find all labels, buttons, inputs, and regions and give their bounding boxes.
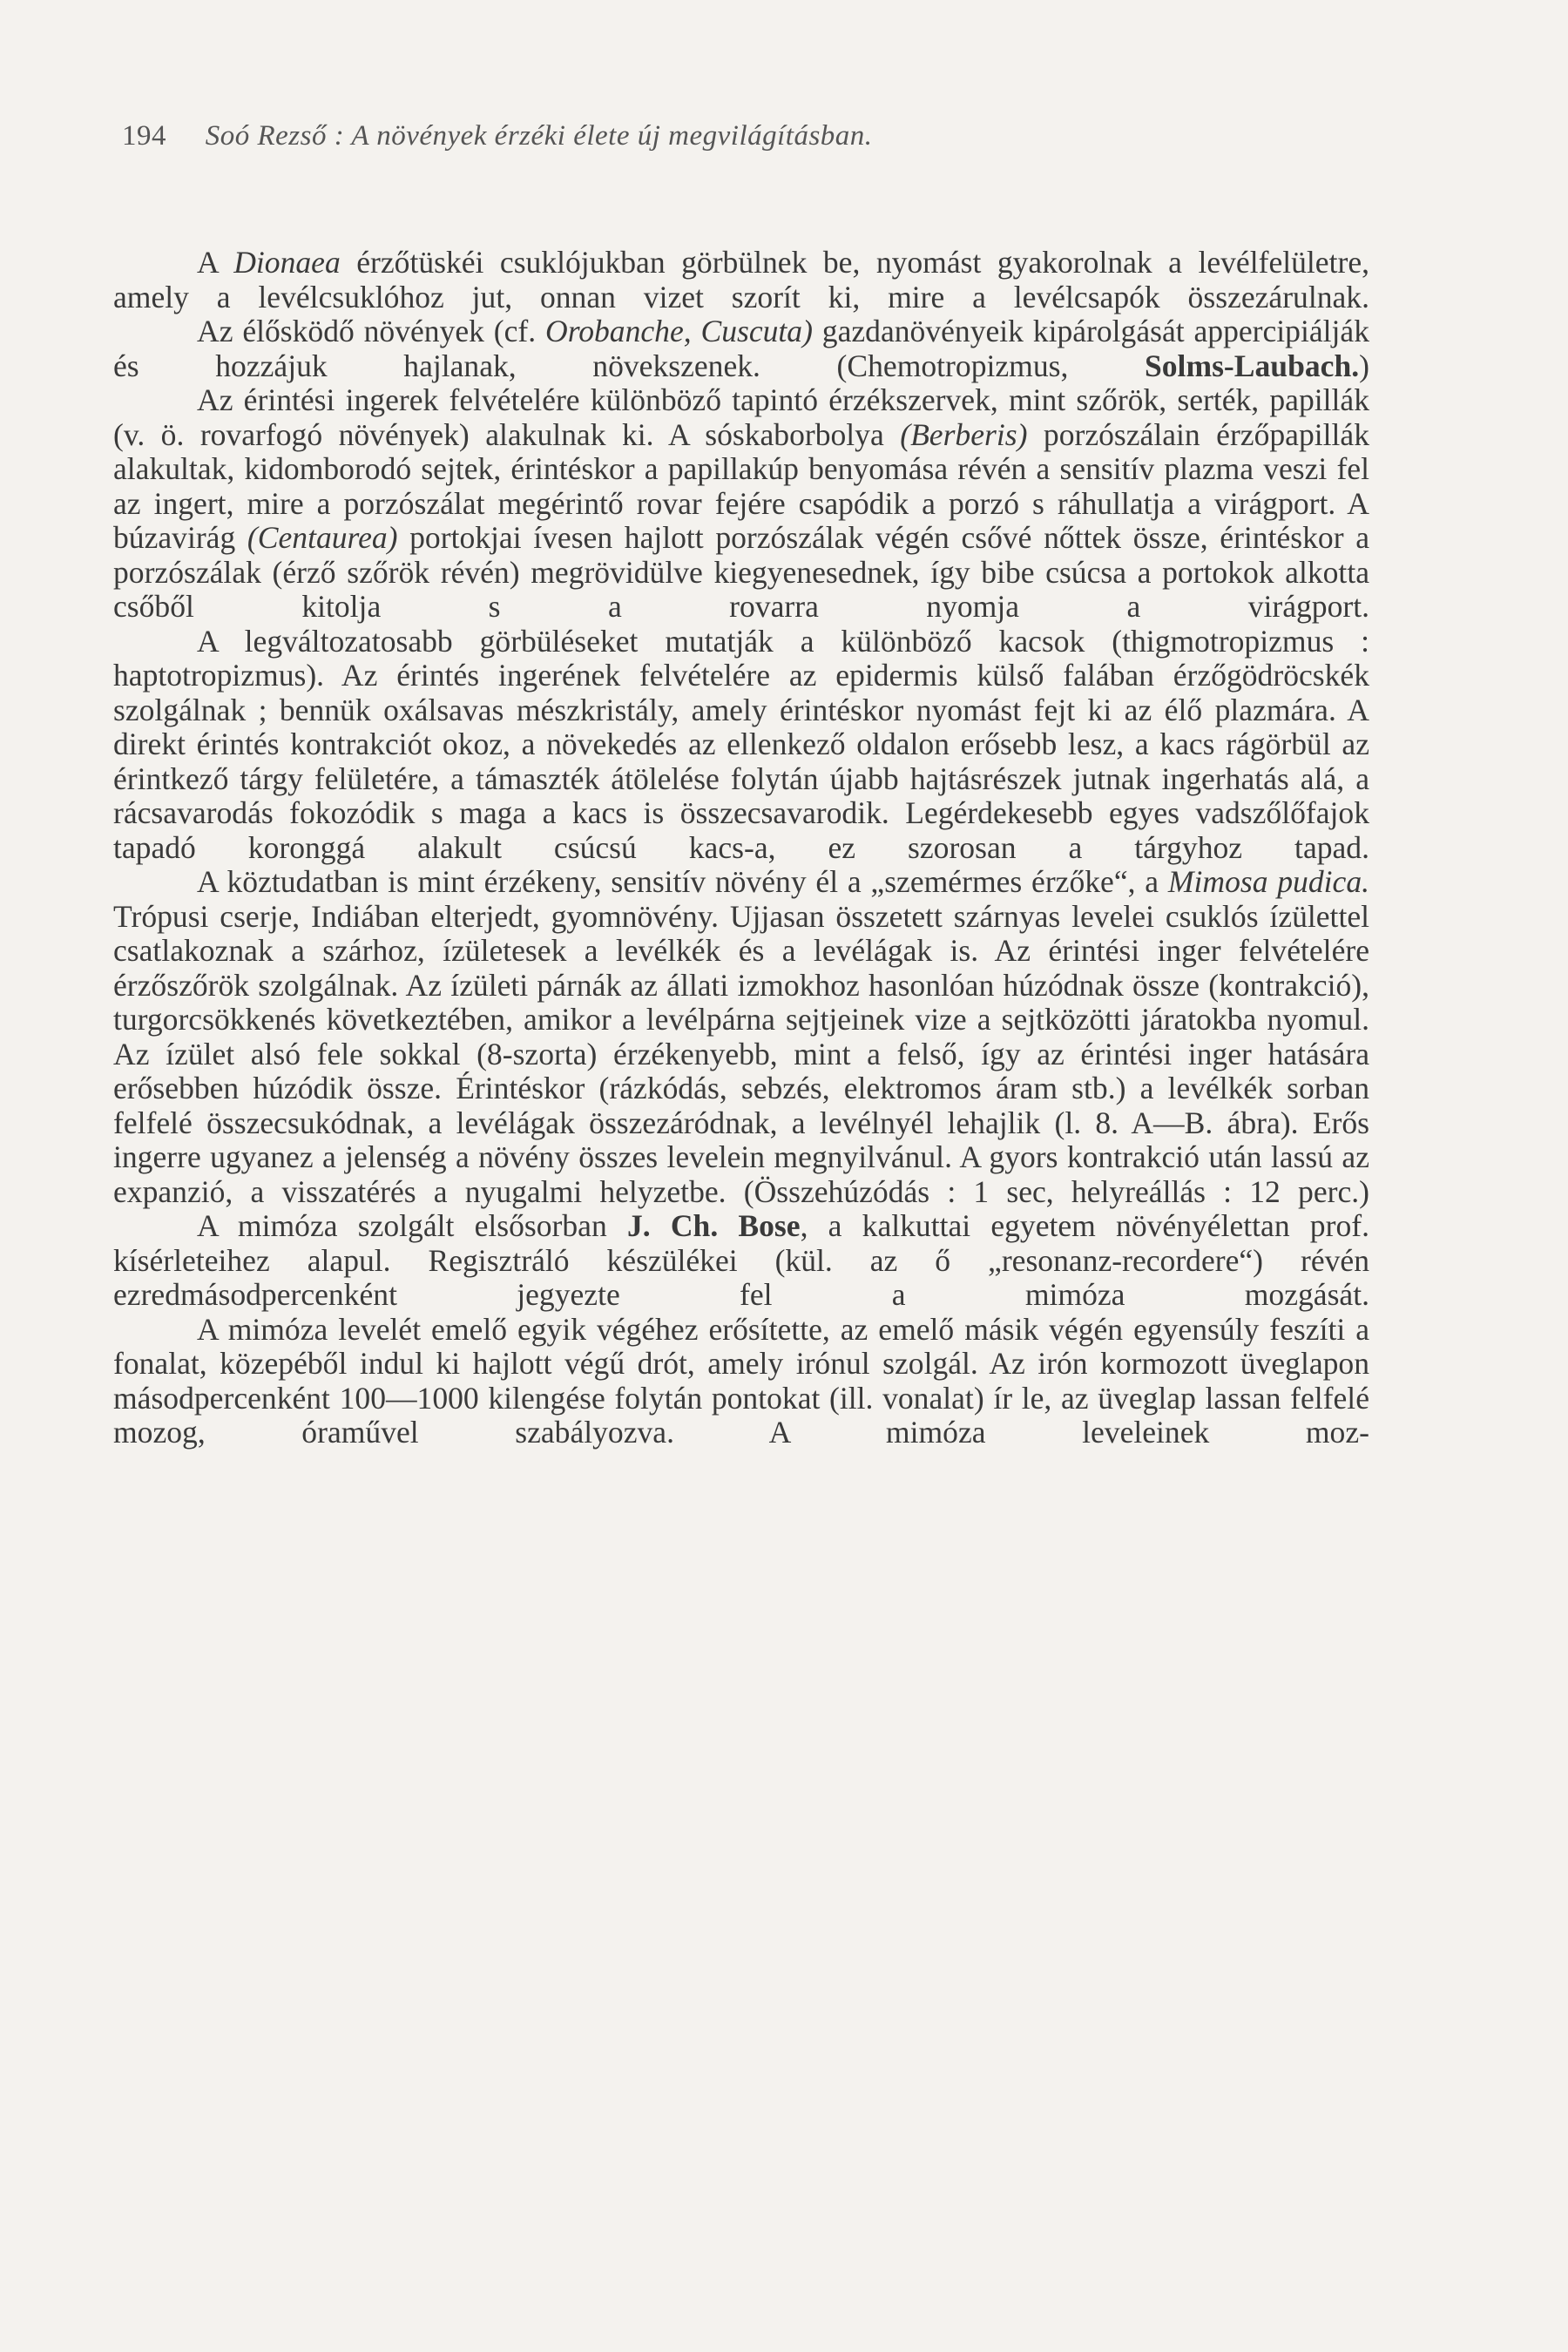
paragraph-parasites: Az élősködő növények (cf. Orobanche, Cuscuta) gazdanövényeik kipárolgását appercipiálják és hozzájuk hajlanak, növekszenek. (Chemotropizmus, Solms-Laubach.): [113, 314, 1369, 383]
paragraph-bose: A mimóza szolgált elsősorban J. Ch. Bose, a kalkuttai egyetem növényélettan prof. kísérleteihez alapul. Regisztráló készülékei (kül. az ő „resonanz-recordere“) révén ezredmásodpercenként jegyezte fel a mimóza mozgását.: [113, 1208, 1369, 1312]
body-text: [113, 246, 1369, 1450]
running-header: [122, 120, 873, 152]
paragraph-dionaea: A Dionaea érzőtüskéi csuklójukban görbülnek be, nyomást gyakorolnak a levélfelületre, amely a levélcsuklóhoz jut, onnan vizet szorít ki, mire a levélcsapók összezárulnak.: [113, 245, 1369, 314]
paragraph-tendrils: A legváltozatosabb görbüléseket mutatják a különböző kacsok (thigmotropizmus : haptotropizmus). Az érintés ingerének felvételére az epidermis külső falában érzőgödröcskék szolgálnak ; bennük oxálsavas mészkristály, amely érintéskor nyomást fejt ki az élő plazmára. A direkt érintés kontrakciót okoz, a növekedés az ellenkező oldalon erősebb lesz, a kacs rágörbül az érintkező tárgy felületére, a támaszték átölelése folytán újabb hajtásrészek jutnak ingerhatás alá, a rácsavarodás fokozódik s maga a kacs is összecsavarodik. Legérdekesebb egyes vadszőlőfajok tapadó koronggá alakult csúcsú kacs-a, ez szorosan a tárgyhoz tapad.: [113, 623, 1369, 865]
running-title: Soó Rezső : A növények érzéki élete új megvilágításban.: [205, 120, 873, 152]
paragraph-touch-organs: Az érintési ingerek felvételére különböző tapintó érzékszervek, mint szőrök, serték, papillák (v. ö. rovarfogó növények) alakulnak ki. A sóskaborbolya (Berberis) porzószálain érzőpapillák alakultak, kidomborodó sejtek, érintéskor a papillakúp benyomása révén a sensitív plazma veszi fel az ingert, mire a porzószálat megérintő rovar fejére csapódik a porzó s ráhullatja a virágport. A búzavirág (Centaurea) portokjai ívesen hajlott porzószálak végén csővé nőttek össze, érintéskor a porzószálak (érző szőrök révén) megrövidülve kiegyenesednek, így bibe csúcsa a portokok alkotta csőből kitolja s a rovarra nyomja a virágport.: [113, 382, 1369, 624]
paragraph-mimosa: A köztudatban is mint érzékeny, sensitív növény él a „szemérmes érzőke“, a Mimosa pudica. Trópusi cserje, Indiában elterjedt, gyomnövény. Ujjasan összetett szárnyas levelei csuklós ízülettel csatlakoznak a szárhoz, ízületesek a levélkék és a levélágak is. Az érintési inger felvételére érzőszőrök szolgálnak. Az ízületi párnák az állati izmokhoz hasonlóan húzódnak össze (kontrakció), turgorcsökkenés következtében, amikor a levélpárna sejtjeinek vize a sejtközötti járatokba nyomul. Az ízület alsó fele sokkal (8-szorta) érzékenyebb, mint a felső, így az érintési inger hatására erősebben húzódik össze. Érintéskor (rázkódás, sebzés, elektromos áram stb.) a levélkék sorban felfelé összecsukódnak, a levélágak összezáródnak, a levélnyél lehajlik (l. 8. A—B. ábra). Erős ingerre ugyanez a jelenség a növény összes levelein megnyilvánul. A gyors kontrakció után lassú az expanzió, a visszatérés a nyugalmi helyzetbe. (Összehúzódás : 1 sec, helyreállás : 12 perc.): [113, 864, 1369, 1209]
paragraph-apparatus: A mimóza levelét emelő egyik végéhez erősítette, az emelő másik végén egyensúly feszíti a fonalat, közepéből indul ki hajlott végű drót, amely irónul szolgál. Az irón kormozott üveglapon másodpercenként 100—1000 kilengése folytán pontokat (ill. vonalat) ír le, az üveglap lassan felfelé mozog, óraművel szabályozva. A mimóza leveleinek moz-: [113, 1311, 1369, 1450]
page-number: 194: [122, 120, 166, 152]
